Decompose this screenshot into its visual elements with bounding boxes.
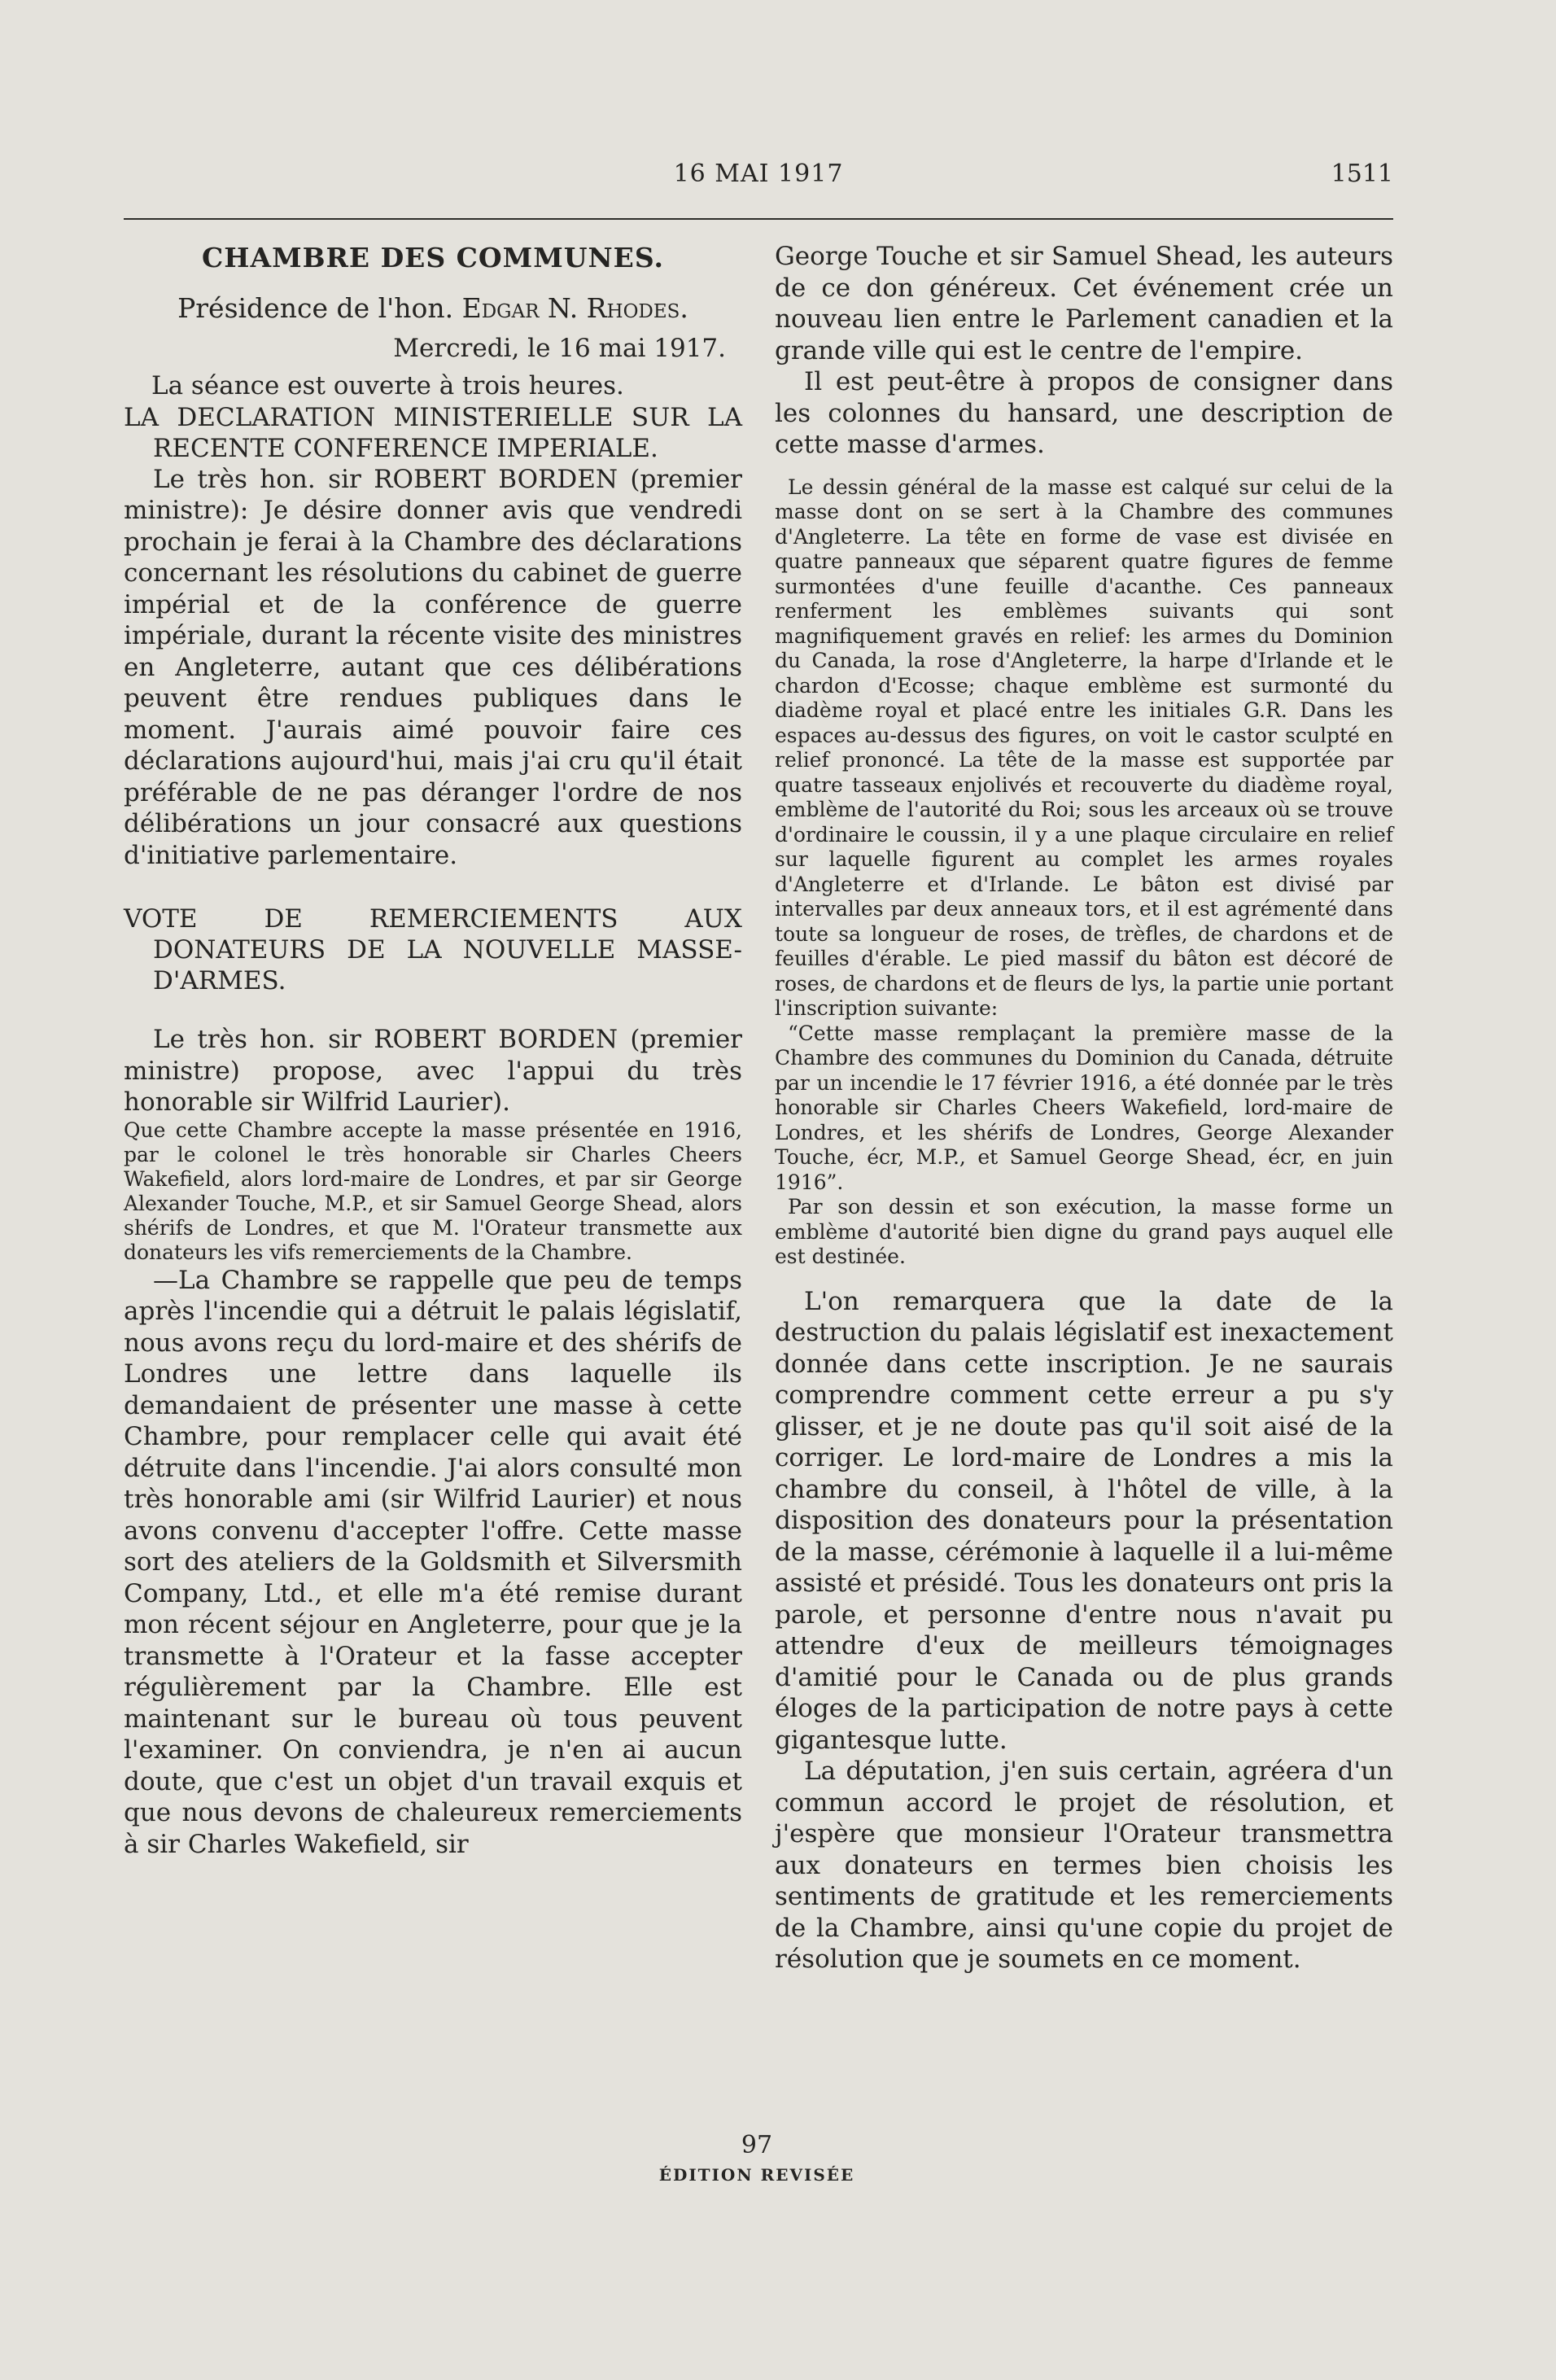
chamber-title: CHAMBRE DES COMMUNES. [202, 242, 664, 273]
header-date: 16 MAI 1917 [673, 160, 844, 188]
edition-note: ÉDITION REVISÉE [658, 2165, 855, 2185]
motion-text: Que cette Chambre accepte la masse présentée en 1916, par le colonel le très honorable sir Charles Cheers Wakefield, alors lord-maire de Londres, et par sir George Alexander Touche, M.P., et sir Samuel George Shead, alors shérifs de Londres, et que M. l'Orateur transmette aux donateurs les vifs remerciements de la Chambre. [124, 1118, 742, 1264]
section-heading-vote: VOTE DE REMERCIEMENTS AUX DONATEURS DE LA NOUVELLE MASSE-D'ARMES. [124, 904, 742, 995]
page-number: 1511 [1331, 160, 1393, 188]
mace-inscription: “Cette masse remplaçant la première masse de la Chambre des communes du Dominion du Canada, détruite par un incendie le 17 février 1916, a été donnée par le très honorable sir Charles Cheers Wakefield, lord-maire de Londres, et les shérifs de Londres, George Alexander Touche, écr, M.P., et Samuel George Shead, écr, en juin 1916”. [775, 1021, 1393, 1194]
mace-conclusion: Par son dessin et son exécution, la masse forme un emblème d'autorité bien digne du grand pays auquel elle est destinée. [775, 1195, 1393, 1268]
paragraph-borden-motion: Le très hon. sir ROBERT BORDEN (premier ministre) propose, avec l'appui du très honorable sir Wilfrid Laurier). [124, 1025, 742, 1117]
paragraph-mace-history: —La Chambre se rappelle que peu de temps après l'incendie qui a détruit le palais législatif, nous avons reçu du lord-maire et des shérifs de Londres une lettre dans laquelle ils demandaient de présenter une masse à cette Chambre, pour remplacer celle qui avait été détruite dans l'incendie. J'ai alors consulté mon très honorable ami (sir Wilfrid Laurier) et nous avons convenu d'accepter l'offre. Cette masse sort des ateliers de la Goldsmith et Silversmith Company, Ltd., et elle m'a été remise durant mon récent séjour en Angleterre, pour que je la transmette à l'Orateur et la fasse accepter régulièrement par la Chambre. Elle est maintenant sur le bureau où tous peuvent l'examiner. On conviendra, je n'en ai aucun doute, que c'est un objet d'un travail exquis et que nous devons de chaleureux remerciements à sir Charles Wakefield, sir [124, 1265, 742, 1859]
presidence-prefix: Présidence de l'hon. [177, 292, 454, 324]
signature-number: 97 [741, 2131, 773, 2159]
paragraph-borden-notice: Le très hon. sir ROBERT BORDEN (premier ministre): Je désire donner avis que vendredi prochain je ferai à la Chambre des déclarations concernant les résolutions du cabinet de guerre impérial et de la conférence de guerre impériale, durant la récente visite des ministres en Angleterre, autant que ces délibérations peuvent être rendues publiques dans le moment. J'aurais aimé pouvoir faire ces déclarations aujourd'hui, mais j'ai cru qu'il était préférable de ne pas déranger l'ordre de nos délibérations un jour consacré aux questions d'initiative parlementaire. [124, 464, 742, 870]
header-rule [124, 218, 1393, 220]
paragraph-donors: George Touche et sir Samuel Shead, les auteurs de ce don généreux. Cet événement crée un nouveau lien entre le Parlement canadien et la grande ville qui est le centre de l'empire. [775, 242, 1393, 365]
sitting-opening: La séance est ouverte à trois heures. [151, 371, 624, 400]
sitting-date: Mercredi, le 16 mai 1917. [393, 333, 726, 363]
mace-description-text: Le dessin général de la masse est calqué sur celui de la masse dont on se sert à la Chambre des communes d'Angleterre. La tête en forme de vase est divisée en quatre panneaux que séparent quatre figures de femme surmontées d'une feuille d'acanthe. Ces panneaux renferment les emblèmes suivants qui sont magnifiquement gravés en relief: les armes du Dominion du Canada, la rose d'Angleterre, la harpe d'Irlande et le chardon d'Ecosse; chaque emblème est surmonté du diadème royal et placé entre les initiales G.R. Dans les espaces au-dessus des figures, on voit le castor sculpté en relief prononcé. La tête de la masse est supportée par quatre tasseaux enjolivés et recouverte du diadème royal, emblème de l'autorité du Roi; sous les arceaux où se trouve d'ordinaire le coussin, il y a une plaque circulaire en relief sur laquelle figurent au complet les armes royales d'Angleterre et d'Irlande. Le bâton est divisé par intervalles par deux anneaux tors, et il est agrémenté dans toute sa longueur de roses, de trèfles, de chardons et de feuilles d'érable. Le pied massif du bâton est décoré de roses, de chardons et de fleurs de lys, la partie unie portant l'inscription suivante: [775, 475, 1393, 1020]
paragraph-date-error: L'on remarquera que la date de la destruction du palais législatif est inexactement donnée dans cette inscription. Je ne saurais comprendre comment cette erreur a pu s'y glisser, et je ne doute pas qu'il soit aisé de la corriger. Le lord-maire de Londres a mis la chambre du conseil, à l'hôtel de ville, à la disposition des donateurs pour la présentation de la masse, cérémonie à laquelle il a lui-même assisté et présidé. Tous les donateurs ont pris la parole, et personne d'entre nous n'avait pu attendre d'eux de meilleurs témoignages d'amitié pour le Canada ou de plus grands éloges de la participation de notre pays à cette gigantesque lutte. [775, 1286, 1393, 1755]
mace-description [775, 475, 1393, 1270]
section-heading-declaration: LA DECLARATION MINISTERIELLE SUR LA RECENTE CONFERENCE IMPERIALE. [124, 402, 742, 463]
presidence-line [124, 293, 742, 325]
paragraph-description-intro: Il est peut-être à propos de consigner dans les colonnes du hansard, une description de cette masse d'armes. [775, 367, 1393, 459]
right-column [775, 241, 1393, 1975]
left-column [124, 241, 742, 1860]
page-header [124, 160, 1393, 200]
paragraph-resolution: La députation, j'en suis certain, agréera d'un commun accord le projet de résolution, et j'espère que monsieur l'Orateur transmettra aux donateurs en termes bien choisis les sentiments de gratitude et les remerciements de la Chambre, ainsi qu'une copie du projet de résolution que je soumets en ce moment. [775, 1757, 1393, 1974]
presidence-name: Edgar N. Rhodes. [461, 292, 688, 324]
